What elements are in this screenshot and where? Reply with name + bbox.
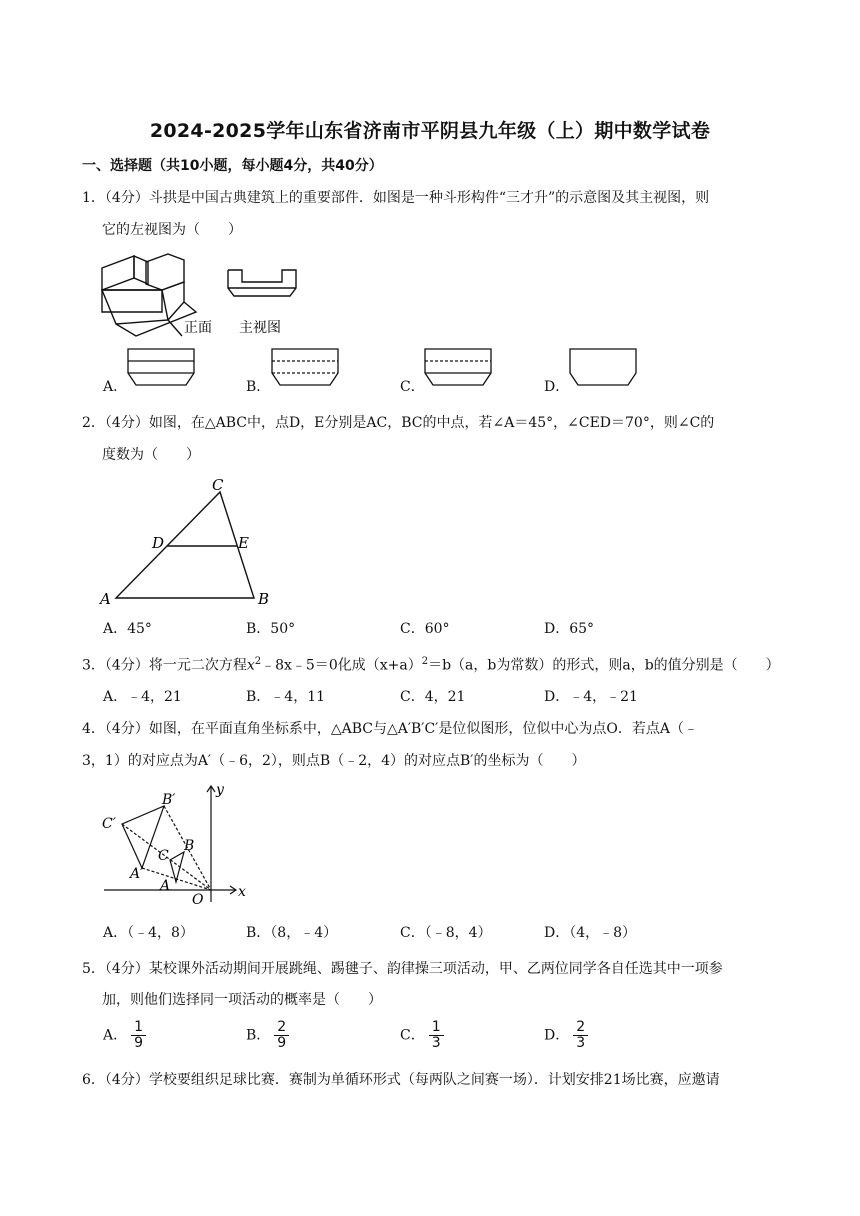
question-1-stem: 1．（4分）斗拱是中国古典建筑上的重要部件．如图是一种斗形构件“三才升”的示意图及其主视图，则 [82, 190, 710, 206]
fraction: $\frac{1}{9}$ [131, 1020, 146, 1051]
q5-option-a[interactable]: A． $\frac{1}{9}$ [103, 1020, 146, 1051]
q1-option-b-figure [270, 347, 342, 389]
label-O: O [192, 892, 204, 908]
q1-option-c-figure [423, 347, 495, 389]
question-2-stem: 2．（4分）如图，在△ABC中，点D，E分别是AC，BC的中点，若∠A＝45°，∠CED＝70°，则∠C的 [82, 415, 715, 431]
question-3-stem: 3．（4分）将一元二次方程$x^2﹣8x﹣5=0$化成$(x+a)^2=b(a$，b为常数）的形式，则a，b的值分别是（ ） [82, 656, 780, 674]
label-A-prime: A′ [130, 866, 144, 882]
question-5-stem: 5．（4分）某校课外活动期间开展跳绳、踢毽子、韵律操三项活动，甲、乙两位同学各自任选其中一项参 [82, 961, 723, 977]
question-1-stem-cont: 它的左视图为（ ） [102, 222, 242, 238]
question-2-triangle-figure [96, 474, 276, 610]
fraction: $\frac{2}{9}$ [274, 1020, 289, 1051]
q1-option-a-figure [126, 347, 198, 389]
label-C: C [212, 476, 224, 494]
fraction: $\frac{2}{3}$ [573, 1020, 588, 1051]
label-A: A [100, 590, 111, 608]
q5-option-b[interactable]: B． $\frac{2}{9}$ [246, 1020, 289, 1051]
q3-option-d[interactable]: D．﹣4，﹣21 [544, 689, 638, 705]
q3-option-b[interactable]: B．﹣4，11 [246, 689, 326, 705]
question-1-figure [96, 250, 316, 340]
label-C: C [158, 848, 169, 864]
q1-option-b[interactable]: B． [246, 379, 271, 395]
q1-option-d-figure [568, 347, 640, 389]
label-E: E [238, 534, 249, 552]
question-6-stem: 6．（4分）学校要组织足球比赛．赛制为单循环形式（每两队之间赛一场）．计划安排21场比赛，应邀请 [82, 1072, 720, 1088]
q4-option-a[interactable]: A．（﹣4，8） [103, 925, 194, 941]
q4-option-b[interactable]: B．（8，﹣4） [246, 925, 338, 941]
q5-option-d[interactable]: D． $\frac{2}{3}$ [544, 1020, 588, 1051]
q2-option-a[interactable]: A．45° [103, 621, 152, 637]
q3-option-c[interactable]: C．4，21 [400, 689, 466, 705]
q4-option-c[interactable]: C．（﹣8，4） [400, 925, 492, 941]
question-5-stem-cont: 加，则他们选择同一项活动的概率是（ ） [102, 992, 382, 1008]
label-B: B [258, 590, 270, 608]
q5-option-c[interactable]: C． $\frac{1}{3}$ [400, 1020, 444, 1051]
q3-option-a[interactable]: A．﹣4，21 [103, 689, 182, 705]
label-B: B [184, 838, 195, 854]
question-4-coordinate-figure [96, 778, 256, 908]
q1-option-a[interactable]: A． [103, 379, 128, 395]
label-C-prime: C′ [102, 816, 116, 832]
question-4-stem-cont: 3，1）的对应点为A′（﹣6，2），则点B（﹣2，4）的对应点B′的坐标为（ ） [82, 753, 586, 769]
q1-option-d[interactable]: D． [544, 379, 570, 395]
section-heading: 一、选择题（共10小题，每小题4分，共40分） [82, 158, 383, 174]
question-2-stem-cont: 度数为（ ） [102, 447, 200, 463]
label-B-prime: B′ [162, 792, 176, 808]
label-x-axis: x [238, 884, 246, 900]
label-D: D [152, 534, 165, 552]
question-4-stem: 4．（4分）如图，在平面直角坐标系中，△ABC与△A′B′C′是位似图形，位似中心为点O．若点A（﹣ [82, 721, 698, 737]
q2-option-d[interactable]: D．65° [544, 621, 595, 637]
label-A: A [160, 878, 171, 894]
label-y-axis: y [216, 782, 224, 798]
q1-option-c[interactable]: C． [400, 379, 425, 395]
label-main-view: 主视图 [239, 320, 281, 336]
fraction: $\frac{1}{3}$ [429, 1020, 444, 1051]
label-front: 正面 [184, 320, 212, 336]
q4-option-d[interactable]: D．（4，﹣8） [544, 925, 637, 941]
q2-option-c[interactable]: C．60° [400, 621, 450, 637]
page-title: 2024-2025学年山东省济南市平阴县九年级（上）期中数学试卷 [149, 120, 711, 142]
q2-option-b[interactable]: B．50° [246, 621, 296, 637]
